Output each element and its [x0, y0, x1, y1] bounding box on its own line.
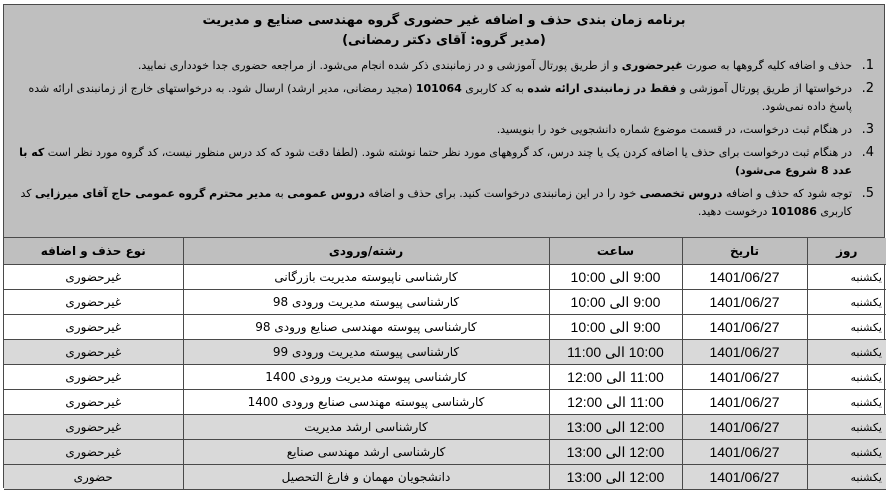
note-item	[14, 121, 874, 139]
cell-type: غیرحضوری	[4, 315, 183, 340]
cell-day: یکشنبه	[807, 365, 886, 390]
cell-program: کارشناسی پیوسته مدیریت ورودی 98	[183, 290, 549, 315]
note-emphasis: که با عدد 8 شروع می‌شود)	[19, 146, 852, 177]
cell-type: حضوری	[4, 465, 183, 490]
note-emphasis: دروس عمومی	[287, 187, 365, 200]
cell-time: 9:00 الی 10:00	[549, 265, 682, 290]
cell-time: 12:00 الی 13:00	[549, 440, 682, 465]
cell-program: کارشناسی ناپیوسته مدیریت بازرگانی	[183, 265, 549, 290]
cell-program: کارشناسی پیوسته مدیریت ورودی 99	[183, 340, 549, 365]
note-item	[14, 80, 874, 116]
header-day: روز	[807, 238, 886, 265]
cell-day: یکشنبه	[807, 265, 886, 290]
note-fragment: به	[271, 187, 288, 200]
cell-type: غیرحضوری	[4, 415, 183, 440]
cell-day: یکشنبه	[807, 290, 886, 315]
note-emphasis: 101064	[415, 82, 462, 95]
note-fragment: توجه شود که حذف و اضافه	[722, 187, 852, 200]
cell-time: 10:00 الی 11:00	[549, 340, 682, 365]
cell-day: یکشنبه	[807, 390, 886, 415]
cell-program: کارشناسی ارشد مهندسی صنایع	[183, 440, 549, 465]
note-fragment: و از طریق پورتال آموزشی و در زمانبندی ذکر شده انجام می‌شود. از مراجعه حضوری جدا خودداری نمایید.	[137, 59, 622, 72]
note-emphasis: دروس تخصصی	[639, 187, 723, 200]
header-type: نوع حذف و اضافه	[4, 238, 183, 265]
note-emphasis: فقط در زمانبندی ارائه شده	[527, 82, 677, 95]
note-fragment: حذف و اضافه کلیه گروهها به صورت	[682, 59, 852, 72]
note-fragment: کد کاربری	[20, 187, 852, 218]
cell-type: غیرحضوری	[4, 390, 183, 415]
note-text	[14, 144, 852, 180]
cell-program: کارشناسی ارشد مدیریت	[183, 415, 549, 440]
cell-program: کارشناسی پیوسته مهندسی صنایع ورودی 1400	[183, 390, 549, 415]
note-number: 5.	[861, 186, 874, 201]
note-text	[14, 185, 852, 221]
note-emphasis: غیرحضوری	[621, 59, 683, 72]
cell-date: 1401/06/27	[682, 365, 807, 390]
table-row	[4, 315, 886, 340]
header-date: تاریخ	[682, 238, 807, 265]
cell-date: 1401/06/27	[682, 415, 807, 440]
page-subtitle: (مدیر گروه: آقای دکتر رمضانی)	[342, 33, 546, 48]
note-fragment: در هنگام ثبت درخواست، در قسمت موضوع شماره دانشجویی خود را بنویسید.	[496, 123, 852, 136]
cell-day: یکشنبه	[807, 440, 886, 465]
note-text	[14, 80, 852, 116]
table-row	[4, 290, 886, 315]
header-program: رشته/ورودی	[183, 238, 549, 265]
schedule-table	[4, 238, 886, 490]
table-row	[4, 415, 886, 440]
cell-program: دانشجویان مهمان و فارغ التحصیل	[183, 465, 549, 490]
cell-time: 9:00 الی 10:00	[549, 290, 682, 315]
cell-type: غیرحضوری	[4, 340, 183, 365]
note-fragment: در هنگام ثبت درخواست برای حذف یا اضافه کردن یک یا چند درس، کد گروههای مورد نظر حتما نوشته شود. (لطفا دقت شود که کد درس منظور نیست، کد گروه مورد نظر است	[44, 146, 852, 159]
note-text	[14, 121, 852, 139]
header-time: ساعت	[549, 238, 682, 265]
cell-day: یکشنبه	[807, 415, 886, 440]
cell-time: 9:00 الی 10:00	[549, 315, 682, 340]
note-item	[14, 57, 874, 75]
note-number: 2.	[861, 81, 874, 96]
note-fragment: (مجید رمضانی، مدیر ارشد) ارسال شود. به درخواستهای خارج از زمانبندی ارائه شده پاسخ داده نمی‌شود.	[28, 82, 852, 113]
notes-list	[14, 57, 874, 221]
cell-day: یکشنبه	[807, 340, 886, 365]
page-title: برنامه زمان بندی حذف و اضافه غیر حضوری گروه مهندسی صنایع و مدیریت	[202, 13, 686, 28]
note-number: 4.	[861, 145, 874, 160]
cell-day: یکشنبه	[807, 315, 886, 340]
note-fragment: به کد کاربری	[461, 82, 528, 95]
cell-time: 12:00 الی 13:00	[549, 415, 682, 440]
note-item	[14, 185, 874, 221]
cell-date: 1401/06/27	[682, 390, 807, 415]
cell-program: کارشناسی پیوسته مدیریت ورودی 1400	[183, 365, 549, 390]
announcement-header	[4, 5, 884, 238]
cell-time: 11:00 الی 12:00	[549, 390, 682, 415]
table-row	[4, 465, 886, 490]
note-emphasis: 101086	[770, 205, 817, 218]
table-row	[4, 365, 886, 390]
cell-day: یکشنبه	[807, 465, 886, 490]
cell-type: غیرحضوری	[4, 290, 183, 315]
note-fragment: درخواستها از طریق پورتال آموزشی و	[676, 82, 852, 95]
note-fragment: خود را در این زمانبندی درخواست کنید. برای حذف و اضافه	[364, 187, 640, 200]
cell-date: 1401/06/27	[682, 340, 807, 365]
cell-date: 1401/06/27	[682, 265, 807, 290]
cell-date: 1401/06/27	[682, 465, 807, 490]
note-item	[14, 144, 874, 180]
cell-date: 1401/06/27	[682, 440, 807, 465]
cell-type: غیرحضوری	[4, 265, 183, 290]
cell-type: غیرحضوری	[4, 365, 183, 390]
note-emphasis: مدیر محترم گروه عمومی حاج آقای میرزایی	[35, 187, 272, 200]
cell-date: 1401/06/27	[682, 290, 807, 315]
table-row	[4, 440, 886, 465]
table-header-row	[4, 238, 886, 265]
cell-date: 1401/06/27	[682, 315, 807, 340]
cell-type: غیرحضوری	[4, 440, 183, 465]
table-row	[4, 340, 886, 365]
note-number: 3.	[861, 122, 874, 137]
note-fragment: درخوست دهید.	[697, 205, 771, 218]
note-number: 1.	[861, 58, 874, 73]
cell-time: 12:00 الی 13:00	[549, 465, 682, 490]
cell-program: کارشناسی پیوسته مهندسی صنایع ورودی 98	[183, 315, 549, 340]
schedule-frame	[3, 4, 885, 488]
note-text	[14, 57, 852, 75]
cell-time: 11:00 الی 12:00	[549, 365, 682, 390]
table-row	[4, 390, 886, 415]
table-row	[4, 265, 886, 290]
